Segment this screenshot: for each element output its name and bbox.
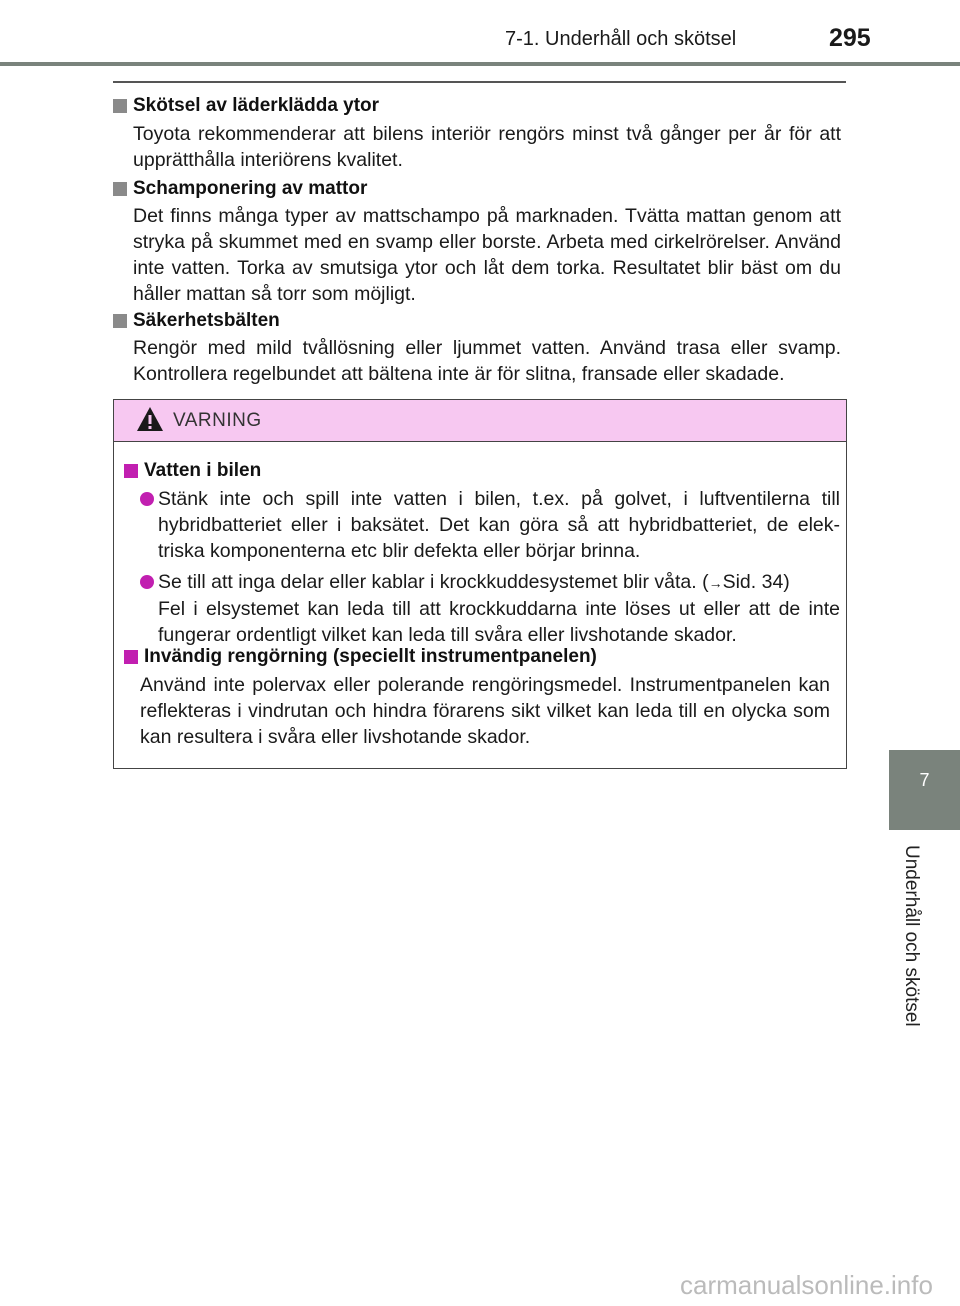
chapter-number: 7 (919, 770, 930, 790)
round-bullet-icon (140, 575, 154, 589)
header-bar (0, 62, 960, 66)
warning-heading-text: Vatten i bilen (144, 460, 262, 481)
watermark: carmanualsonline.info (680, 1270, 933, 1300)
section-heading-text: Skötsel av läderklädda ytor (133, 95, 380, 116)
warning-body: Använd inte polervax eller polerande rengöringsmedel. Instrumentpanelen kan reflekteras i vindrutan och hindra förarens sikt vilket kan leda till en olycka som kan resultera i svåra eller livshotande skador. (140, 674, 830, 748)
section-body: Toyota rekommenderar att bilens interiör rengörs minst två gånger per år för att upprätthålla interiörens kvalitet. (133, 123, 841, 171)
section-body: Rengör med mild tvållösning eller ljummet vatten. Använd trasa eller svamp. Kontrollera regelbundet att bältena inte är för slitna, fransade eller skadade. (133, 337, 841, 385)
section-heading (113, 95, 379, 117)
warning-heading-text: Invändig rengörning (speciellt instrumentpanelen) (144, 646, 597, 667)
warning-item (140, 486, 840, 564)
top-rule (113, 81, 846, 83)
section-heading-text: Schamponering av mattor (133, 178, 368, 199)
arrow-right-icon: → (708, 575, 723, 591)
page-number: 295 (829, 24, 871, 52)
round-bullet-icon (140, 492, 154, 506)
square-bullet-icon (113, 99, 127, 113)
warning-box (113, 399, 847, 769)
square-bullet-icon (124, 650, 138, 664)
chapter-label: Underhåll och skötsel (901, 845, 922, 1027)
warning-item (140, 569, 840, 648)
square-bullet-icon (113, 314, 127, 328)
warning-item-text-part: Se till att inga delar eller kablar i krockkuddesystemet blir våta. ( (158, 571, 709, 593)
warning-item-text: Stänk inte och spill inte vatten i bilen, t.ex. på golvet, i luftventilerna till hybridbatteriet eller i baksätet. Det kan göra så att hybridbatteriet, de elek-triska komponenterna etc blir defekta eller börjar brinna. (158, 488, 840, 562)
warning-heading (124, 646, 597, 668)
warning-header (114, 400, 846, 442)
warning-label: VARNING (173, 410, 262, 431)
section-title: 7-1. Underhåll och skötsel (505, 28, 737, 50)
section-body: Det finns många typer av mattschampo på marknaden. Tvätta mattan genom att stryka på skummet med en svamp eller borste. Arbeta med cirkelrörelser. Använd inte vatten. Torka av smutsiga ytor och låt dem torka. Resultatet blir bäst om du håller mattan så torr som möjligt. (133, 205, 841, 305)
section-heading (113, 178, 367, 200)
section-heading-text: Säkerhetsbälten (133, 310, 280, 331)
warning-triangle-icon (135, 404, 165, 434)
square-bullet-icon (113, 182, 127, 196)
warning-item-text (158, 569, 840, 648)
square-bullet-icon (124, 464, 138, 478)
section-heading (113, 310, 280, 332)
chapter-tab (889, 750, 960, 830)
warning-heading (124, 460, 261, 482)
page-reference-link[interactable]: Sid. 34) (722, 571, 790, 593)
warning-item-text-part: Fel i elsystemet kan leda till att krockkuddarna inte löses ut eller att de inte fungerar ordentligt vilket kan leda till svåra eller livshotande skador. (158, 598, 840, 646)
